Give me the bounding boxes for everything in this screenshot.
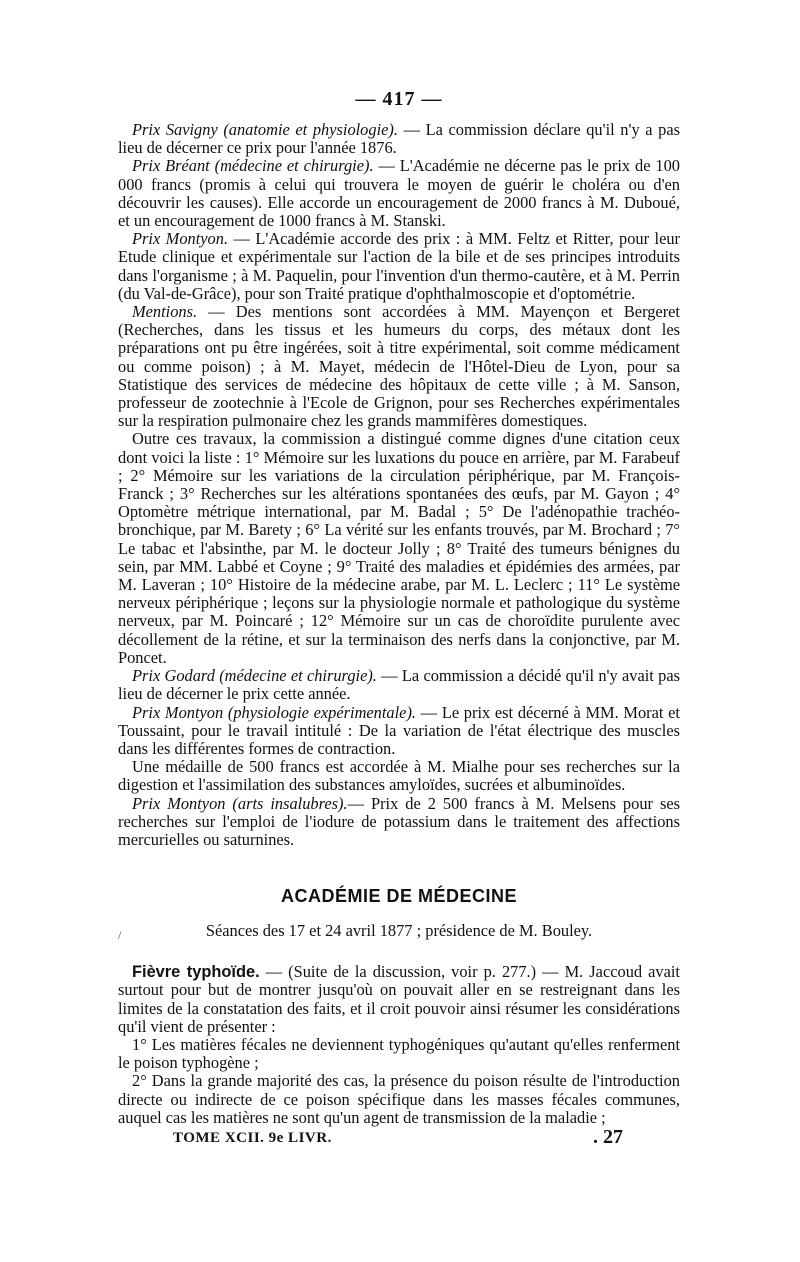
paragraph-prix-godard [118, 667, 680, 703]
margin-mark: / [118, 928, 122, 942]
paragraph-text: — L'Académie ne décerne pas le prix de 100 000 francs (promis à celui qui trouvera le moyen de guérir le choléra ou d'en découvrir les causes). Elle accorde un encouragement de 2000 francs à M. Duboué, et un encouragement de 1000 francs à M. Stanski. [118, 156, 680, 231]
section-subtitle: Séances des 17 et 24 avril 1877 ; présidence de M. Bouley. [205, 921, 593, 941]
fever-point-1: 1° Les matières fécales ne deviennent typhogéniques qu'autant qu'elles renferment le poison typhogène ; [118, 1034, 680, 1073]
paragraph-text: Outre ces travaux, la commission a distingué comme dignes d'une citation ceux dont voici la liste : 1° Mémoire sur les luxations du pouce en arrière, par M. Farabeuf ; 2° Mémoire sur les variations de la circulation périphérique, par M. François-Franck ; 3° Recherches sur les altérations spontanées des œufs, par M. Gayon ; 4° Optomètre métrique international, par M. Badal ; 5° De l'adénopathie trachéo-bronchique, par M. Barety ; 6° La vérité sur les enfants trouvés, par M. Brochard ; 7° Le tabac et l'absinthe, par M. le docteur Jolly ; 8° Traité des tumeurs bénignes du sein, par MM. Labbé et Coyne ; 9° Traité des maladies et épidémies des armées, par M. Laveran ; 10° Histoire de la médecine arabe, par M. L. Leclerc ; 11° Le système nerveux périphérique ; leçons sur la physiologie normale et pathologique du système nerveux, par M. Poincaré ; 12° Mémoire sur un cas de choroïdite purulente avec décollement de la rétine, et sur la terminaison des nerfs dans la conjonctive, par M. Poncet. [118, 429, 680, 667]
footer-signature: . 27 [593, 1126, 623, 1148]
paragraph-text: — La commission déclare qu'il n'y a pas lieu de décerner ce prix pour l'année 1876. [118, 120, 680, 158]
paragraph-medaille [118, 758, 680, 794]
paragraph-text: — L'Académie accorde des prix : à MM. Feltz et Ritter, pour leur Etude clinique et expérimentale sur l'action de la bile et de ses principes introduits dans l'organisme ; à M. Paquelin, pour l'invention d'un thermo-cautère, et à M. Perrin (du Val-de-Grâce), pour son Traité pratique d'ophthalmoscopie et d'optométrie. [118, 229, 680, 303]
section-title: ACADÉMIE DE MÉDECINE [280, 886, 518, 907]
paragraph-prix-montyon [118, 230, 680, 303]
paragraph-fievre-typhoide [118, 963, 680, 1036]
paragraph-text: — Prix de 2 500 francs à M. Melsens pour ses recherches sur l'emploi de l'iodure de potassium dans le traitement des affections mercurielles ou saturnines. [118, 793, 680, 849]
paragraph-label: Prix Montyon. [132, 229, 229, 249]
paragraph-prix-breant [118, 157, 680, 230]
paragraph-text: — La commission a décidé qu'il n'y avait pas lieu de décerner le prix cette année. [118, 666, 680, 704]
paragraph-prix-montyon-physiologie [118, 704, 680, 759]
paragraph-prix-savigny [118, 121, 680, 157]
paragraph-prix-montyon-arts [118, 795, 680, 850]
paragraph-label: Prix Savigny (anatomie et physiologie). [132, 120, 398, 139]
paragraph-citations [118, 430, 680, 667]
paragraph-label: Prix Montyon (arts insalubres). [132, 793, 348, 813]
section-spacer [118, 849, 680, 886]
footer-tome: TOME XCII. 9e LIVR. [173, 1130, 332, 1146]
paragraph-text: — Le prix est décerné à MM. Morat et Toussaint, pour le travail intitulé : De la variation de l'état électrique des muscles dans les différentes formes de contraction. [118, 702, 680, 758]
paragraph-label: Prix Godard (médecine et chirurgie). [132, 666, 377, 686]
fever-intro: — (Suite de la discussion, voir p. 277.) — M. Jaccoud avait surtout pour but de montrer jusqu'où on pouvait aller en se restreignant dans les limites de la constatation des faits, et il croit pouvoir ainsi résumer les considérations qu'il vient de présenter : [118, 962, 680, 1036]
paragraph-mentions [118, 303, 680, 430]
fever-heading: Fièvre typhoïde. [132, 963, 260, 982]
page-number: — 417 — [355, 88, 443, 110]
document-page [118, 88, 680, 1127]
paragraph-label: Mentions. [132, 302, 198, 322]
fever-point-2: 2° Dans la grande majorité des cas, la présence du poison résulte de l'introduction directe ou indirecte de ce poison spécifique dans les masses fécales communes, auquel cas les matières ne sont qu'un agent de transmission de la maladie ; [118, 1071, 680, 1127]
paragraph-text: Une médaille de 500 francs est accordée à M. Mialhe pour ses recherches sur la digestion et l'assimilation des substances amyloïdes, sucrées et albuminoïdes. [118, 757, 680, 795]
paragraph-label: Prix Bréant (médecine et chirurgie). [132, 156, 374, 176]
paragraph-label: Prix Montyon (physiologie expérimentale). [132, 702, 417, 722]
paragraph-text: — Des mentions sont accordées à MM. Mayençon et Bergeret (Recherches, dans les tissus et les humeurs du corps, des métaux dont les préparations ont pu être ingérées, soit à titre expérimental, soit comme médicament ou comme poison) ; à M. Mayet, médecin de l'Hôtel-Dieu de Lyon, pour sa Statistique des services de médecine des hôpitaux de cette ville ; à M. Sanson, professeur de zootechnie à l'Ecole de Grignon, pour ses Recherches expérimentales sur la respiration pulmonaire chez les grands mammifères domestiques. [118, 302, 680, 431]
